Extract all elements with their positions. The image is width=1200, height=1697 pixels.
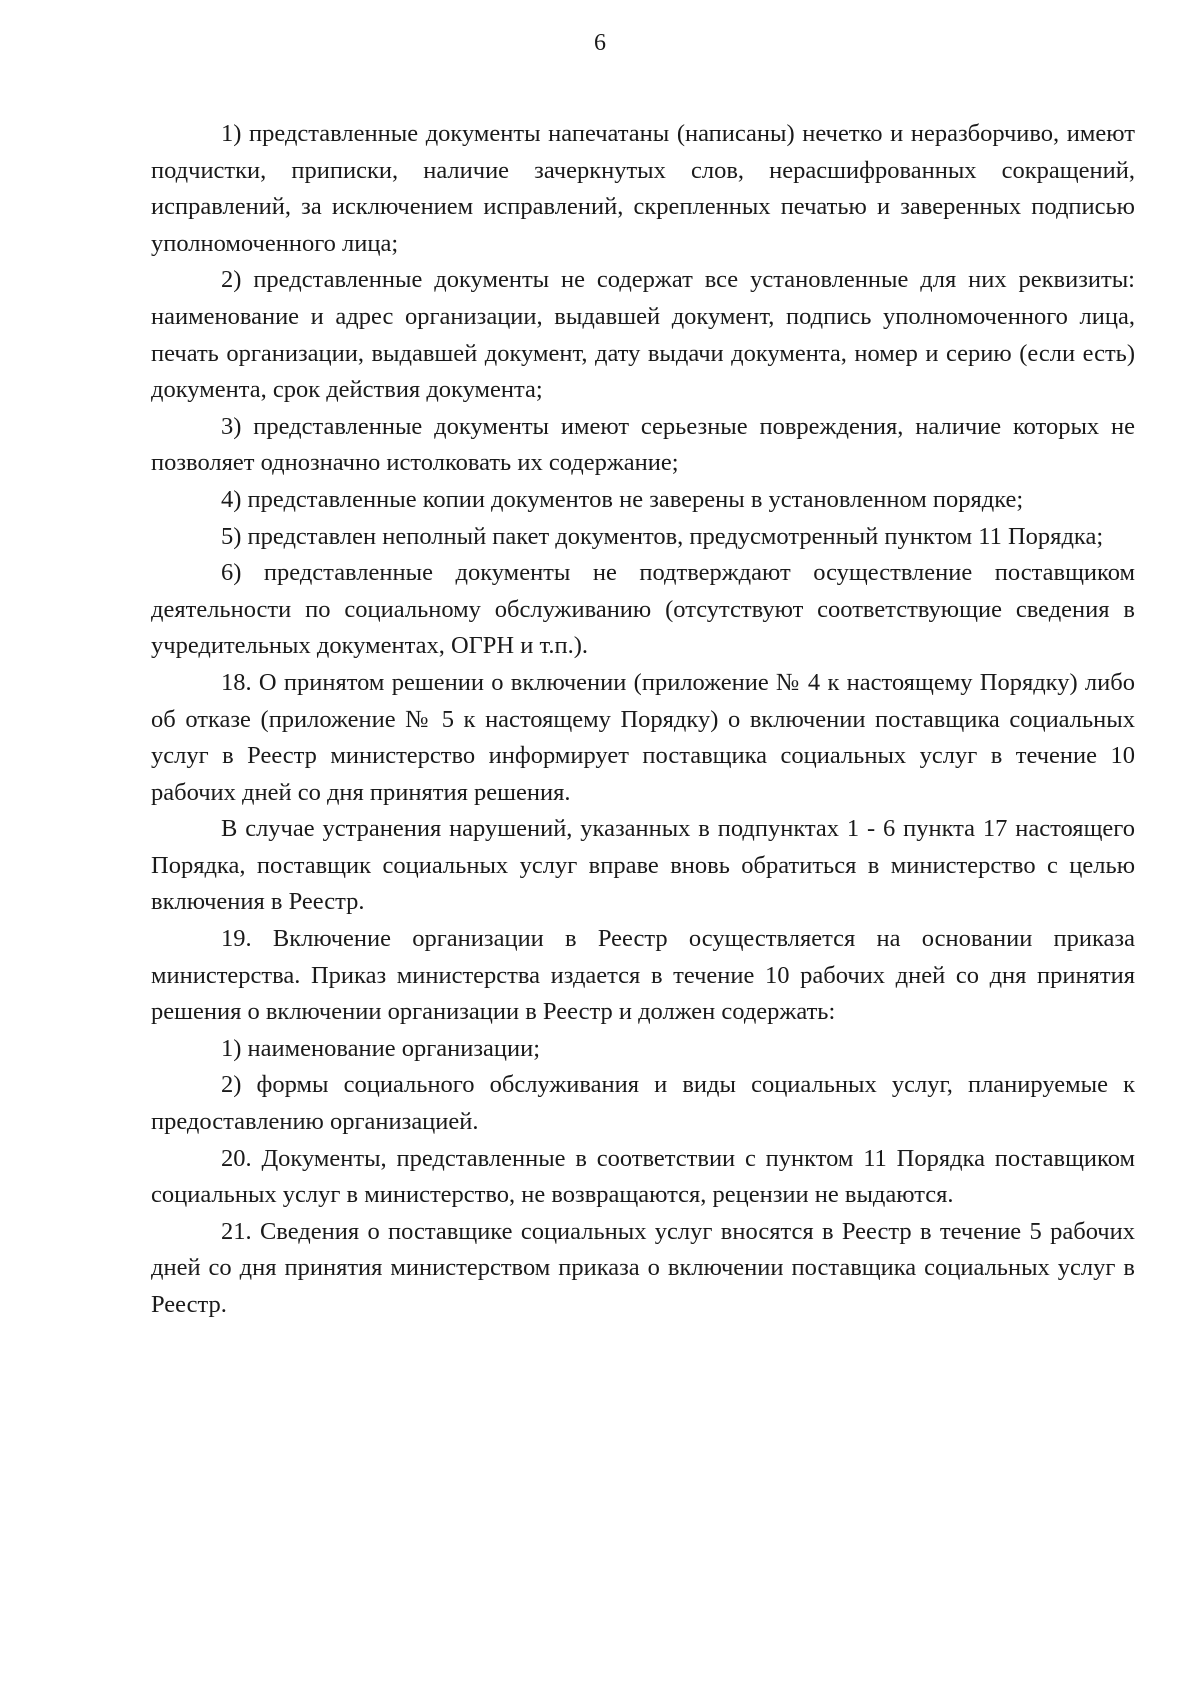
paragraph-clause-20: 20. Документы, представленные в соответствии с пунктом 11 Порядка поставщиком социальных услуг в министерство, не возвращаются, рецензии не выдаются. [151, 1144, 1135, 1209]
paragraph-clause-19-item-1: 1) наименование организации; [221, 1034, 541, 1062]
paragraph-item-1: 1) представленные документы напечатаны (написаны) нечетко и неразборчиво, имеют подчистки, приписки, наличие зачеркнутых слов, нерасшифрованных сокращений, исправлений, за исключением исправлений, скрепленных печатью и заверенных подписью уполномоченного лица; [151, 120, 1135, 257]
paragraph-item-5: 5) представлен неполный пакет документов, предусмотренный пунктом 11 Порядка; [221, 522, 1104, 550]
paragraph-clause-19: 19. Включение организации в Реестр осуществляется на основании приказа министерства. Приказ министерства издается в течение 10 рабочих дней со дня принятия решения о включении организации в Реестр и должен содержать: [151, 925, 1135, 1026]
paragraph-item-2: 2) представленные документы не содержат все установленные для них реквизиты: наименование и адрес организации, выдавшей документ, подпись уполномоченного лица, печать организации, выдавшей документ, дату выдачи документа, номер и серию (если есть) документа, срок действия документа; [151, 266, 1135, 404]
paragraph-item-3: 3) представленные документы имеют серьезные повреждения, наличие которых не позволяет однозначно истолковать их содержание; [151, 412, 1135, 477]
paragraph-clause-18: 18. О принятом решении о включении (приложение № 4 к настоящему Порядку) либо об отказе (приложение № 5 к настоящему Порядку) о включении поставщика социальных услуг в Реестр министерство информирует поставщика социальных услуг в течение 10 рабочих дней со дня принятия решения. [151, 668, 1135, 806]
paragraph-clause-18-note: В случае устранения нарушений, указанных в подпунктах 1 - 6 пункта 17 настоящего Порядка, поставщик социальных услуг вправе вновь обратиться в министерство с целью включения в Реестр. [151, 815, 1135, 916]
document-body [151, 116, 1135, 1324]
paragraph-clause-19-item-2: 2) формы социального обслуживания и виды социальных услуг, планируемые к предоставлению организацией. [151, 1071, 1135, 1136]
paragraph-clause-21: 21. Сведения о поставщике социальных услуг вносятся в Реестр в течение 5 рабочих дней со дня принятия министерством приказа о включении поставщика социальных услуг в Реестр. [151, 1217, 1135, 1318]
paragraph-item-4: 4) представленные копии документов не заверены в установленном порядке; [221, 485, 1024, 513]
page-number: 6 [594, 30, 606, 56]
paragraph-item-6: 6) представленные документы не подтверждают осуществление поставщиком деятельности по социальному обслуживанию (отсутствуют соответствующие сведения в учредительных документах, ОГРН и т.п.). [151, 559, 1135, 660]
